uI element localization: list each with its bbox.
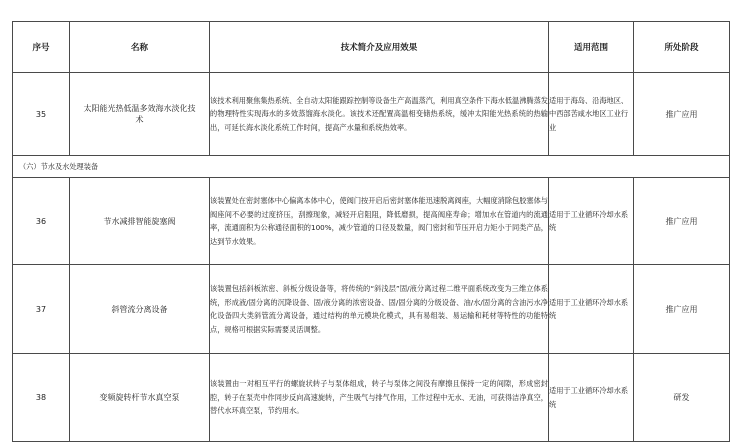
- row-name: 太阳能光热低温多效海水淡化技术: [70, 73, 210, 156]
- row-scope: 适用于海岛、沿海地区、中西部苦咸水地区工业行业: [549, 73, 634, 156]
- row-name: 斜管流分离设备: [70, 265, 210, 354]
- row-stage: 推广应用: [634, 178, 730, 265]
- table-row: [13, 354, 730, 442]
- row-stage: 推广应用: [634, 265, 730, 354]
- row-stage: 研发: [634, 354, 730, 442]
- table-row: [13, 265, 730, 354]
- row-no: 37: [13, 265, 70, 354]
- row-name: 变频旋转杆节水真空泵: [70, 354, 210, 442]
- section-row: [13, 156, 730, 178]
- header-stage: 所处阶段: [634, 22, 730, 73]
- row-stage: 推广应用: [634, 73, 730, 156]
- row-name: 节水减排智能旋塞阀: [70, 178, 210, 265]
- row-no: 38: [13, 354, 70, 442]
- header-row: [13, 22, 730, 73]
- row-no: 35: [13, 73, 70, 156]
- table-row: [13, 73, 730, 156]
- header-no: 序号: [13, 22, 70, 73]
- row-desc: 该装置包括斜板浓密、斜板分级设备等，将传统的“斜浅层”固/液分离过程二维平面系统改变为三维立体系统，形成液/固分离的沉降设备、固/液分离的浓密设备、固/固分离的分级设备、油/水/固分离的含油污水净化设备四大类斜管流分离设备，通过结构的单元模块化模式，具有易组装、易运输和耗材等特性的功能特点，规格可根据实际需要灵活调整。: [210, 265, 549, 354]
- table-row: [13, 178, 730, 265]
- row-desc: 该装置处在密封塞体中心偏离本体中心，使阀门按开启后密封塞体能迅速脱离阀座，大幅度消除包胶塞体与阀座间不必要的过度挤压，刮擦现象，减轻开启阻阻，降低磨损，提高阀座寿命；增加水在管道内的流通率，流通面积为公称通径面积的100%，减少管道的口径及数量，阀门密封和节压开启力矩小于同类产品，达到节水效果。: [210, 178, 549, 265]
- row-scope: 适用于工业循环冷却水系统: [549, 354, 634, 442]
- header-name: 名称: [70, 22, 210, 73]
- row-scope: 适用于工业循环冷却水系统: [549, 265, 634, 354]
- row-desc: 该装置由一对相互平行的螺旋状转子与泵体组成，转子与泵体之间没有摩擦且保持一定的间隙，形成密封腔，转子在泵壳中作同步反向高速旋转，产生吸气与排气作用，工作过程中无水、无油，可获得洁净真空，替代水环真空泵，节约用水。: [210, 354, 549, 442]
- header-scope: 适用范围: [549, 22, 634, 73]
- section-title: （六）节水及水处理装备: [13, 156, 730, 178]
- row-no: 36: [13, 178, 70, 265]
- technology-table: [12, 21, 730, 442]
- row-desc: 该技术利用聚焦集热系统、全自动太阳能跟踪控制等设备生产高温蒸汽，利用真空条件下海水低温沸腾蒸发的物理特性实现海水的多效蒸馏海水淡化。该技术还配置高温相变储热系统，缓冲太阳能光热系统的热输出，可延长海水淡化系统工作时间，提高产水量和系统热效率。: [210, 73, 549, 156]
- row-scope: 适用于工业循环冷却水系统: [549, 178, 634, 265]
- header-desc: 技术简介及应用效果: [210, 22, 549, 73]
